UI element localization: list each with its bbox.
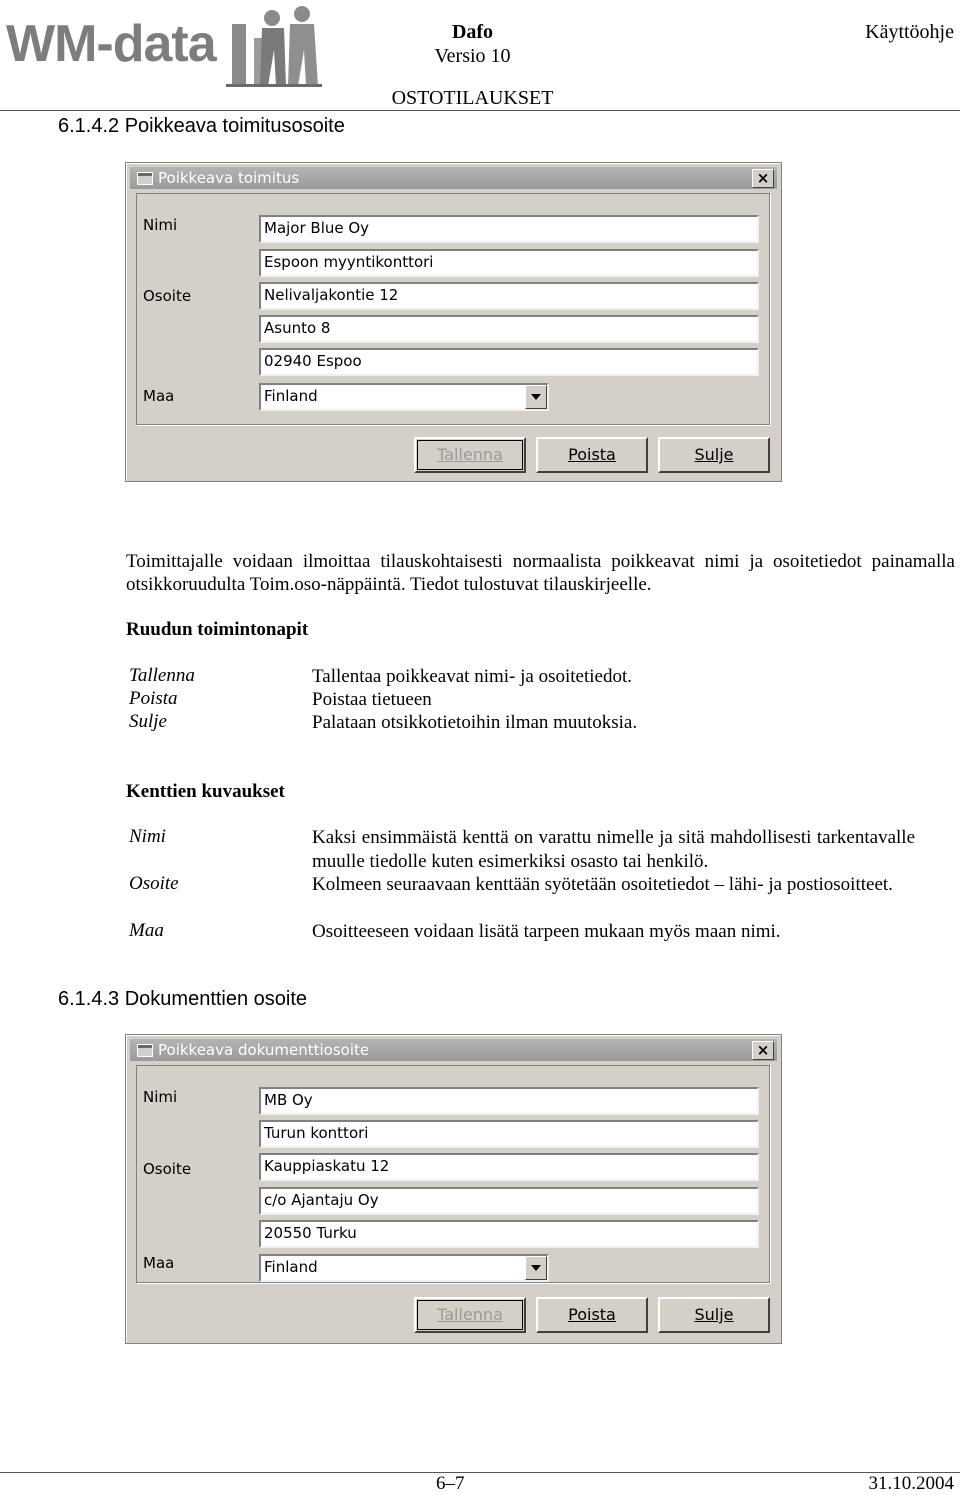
dialog-form-panel	[136, 1065, 770, 1283]
address-field-1[interactable]: Kauppiaskatu 12	[259, 1153, 759, 1181]
close-icon[interactable]: ×	[752, 169, 774, 188]
name-field-2[interactable]: Turun konttori	[259, 1120, 759, 1148]
label-nimi: Nimi	[143, 216, 178, 234]
country-select-value: Finland	[264, 387, 318, 405]
window-icon	[137, 1044, 153, 1057]
close-button[interactable]: Sulje	[658, 1297, 770, 1333]
name-field-1[interactable]: Major Blue Oy	[259, 215, 759, 243]
save-button[interactable]: Tallenna	[414, 1297, 526, 1333]
header-divider	[0, 110, 960, 111]
name-field-1[interactable]: MB Oy	[259, 1087, 759, 1115]
window-icon	[137, 172, 153, 185]
desc-nimi: Kaksi ensimmäistä kenttä on varattu nimelle ja sitä mahdollisesti tarkentavalle muulle tiedolle kuten esimerkiksi osasto tai henkilö.	[312, 827, 915, 872]
delete-button[interactable]: Poista	[536, 1297, 648, 1333]
header-center	[380, 20, 565, 110]
desc-maa: Osoitteeseen voidaan lisätä tarpeen mukaan myös maan nimi.	[312, 921, 781, 942]
label-nimi: Nimi	[143, 1088, 178, 1106]
address-field-2[interactable]: Asunto 8	[259, 315, 759, 343]
header-title: Dafo	[451, 21, 494, 43]
header-version: Versio 10	[434, 45, 511, 67]
desc-poista: Poistaa tietueen	[312, 689, 432, 710]
wm-data-logo	[4, 4, 324, 92]
name-field-2[interactable]: Espoon myyntikonttori	[259, 249, 759, 277]
header-doc-type: Käyttöohje	[865, 21, 954, 43]
footer-date: 31.10.2004	[868, 1473, 954, 1494]
chevron-down-icon[interactable]	[525, 385, 547, 409]
desc-osoite: Kolmeen seuraavaan kenttään syötetään osoitetiedot – lähi- ja postiosoitteet.	[312, 874, 893, 895]
desc-tallenna: Tallentaa poikkeavat nimi- ja osoitetiedot.	[312, 666, 632, 687]
country-select[interactable]	[259, 1254, 549, 1282]
save-button[interactable]: Tallenna	[414, 437, 526, 473]
delete-button[interactable]: Poista	[536, 437, 648, 473]
country-select[interactable]	[259, 383, 549, 411]
fields-heading: Kenttien kuvaukset	[126, 781, 285, 802]
desc-sulje: Palataan otsikkotietoihin ilman muutoksia.	[312, 712, 638, 733]
address-field-1[interactable]: Nelivaljakontie 12	[259, 282, 759, 310]
term-maa: Maa	[129, 920, 164, 941]
label-maa: Maa	[143, 387, 175, 405]
term-tallenna: Tallenna	[129, 665, 195, 686]
term-poista: Poista	[129, 688, 178, 709]
chevron-down-icon[interactable]	[525, 1256, 547, 1280]
dialog-title: Poikkeava toimitus	[158, 169, 300, 187]
address-field-3[interactable]: 02940 Espoo	[259, 348, 759, 376]
label-osoite: Osoite	[143, 1160, 192, 1178]
page-number: 6–7	[436, 1473, 465, 1494]
close-button[interactable]: Sulje	[658, 437, 770, 473]
intro-paragraph: Toimittajalle voidaan ilmoittaa tilauskohtaisesti normaalista poikkeavat nimi ja osoitetiedot painamalla otsikkoruudulta Toim.oso-näppäintä. Tiedot tulostuvat tilauskirjeelle.	[126, 551, 955, 595]
term-osoite: Osoite	[129, 873, 179, 894]
dialog-title-bar	[130, 1039, 777, 1061]
footer-divider	[0, 1472, 960, 1473]
address-field-2[interactable]: c/o Ajantaju Oy	[259, 1187, 759, 1215]
dialog-poikkeava-dokumenttiosoite	[125, 1034, 782, 1344]
logo-text: WM-data	[6, 15, 216, 73]
address-field-3[interactable]: 20550 Turku	[259, 1220, 759, 1248]
label-maa: Maa	[143, 1254, 175, 1272]
dialog-title: Poikkeava dokumenttiosoite	[158, 1041, 370, 1059]
term-sulje: Sulje	[129, 711, 167, 732]
dialog-poikkeava-toimitus	[125, 162, 782, 482]
country-select-value: Finland	[264, 1258, 318, 1276]
dialog-title-bar	[130, 167, 777, 189]
header-section: OSTOTILAUKSET	[391, 87, 554, 109]
section-heading-1: 6.1.4.2 Poikkeava toimitusosoite	[58, 115, 345, 137]
term-nimi: Nimi	[129, 826, 166, 847]
close-icon[interactable]: ×	[752, 1041, 774, 1060]
section-heading-2: 6.1.4.3 Dokumenttien osoite	[58, 988, 308, 1010]
label-osoite: Osoite	[143, 287, 192, 305]
buttons-heading: Ruudun toimintonapit	[126, 619, 309, 640]
dialog-form-panel	[136, 193, 770, 425]
logo-figures-icon	[226, 4, 322, 92]
